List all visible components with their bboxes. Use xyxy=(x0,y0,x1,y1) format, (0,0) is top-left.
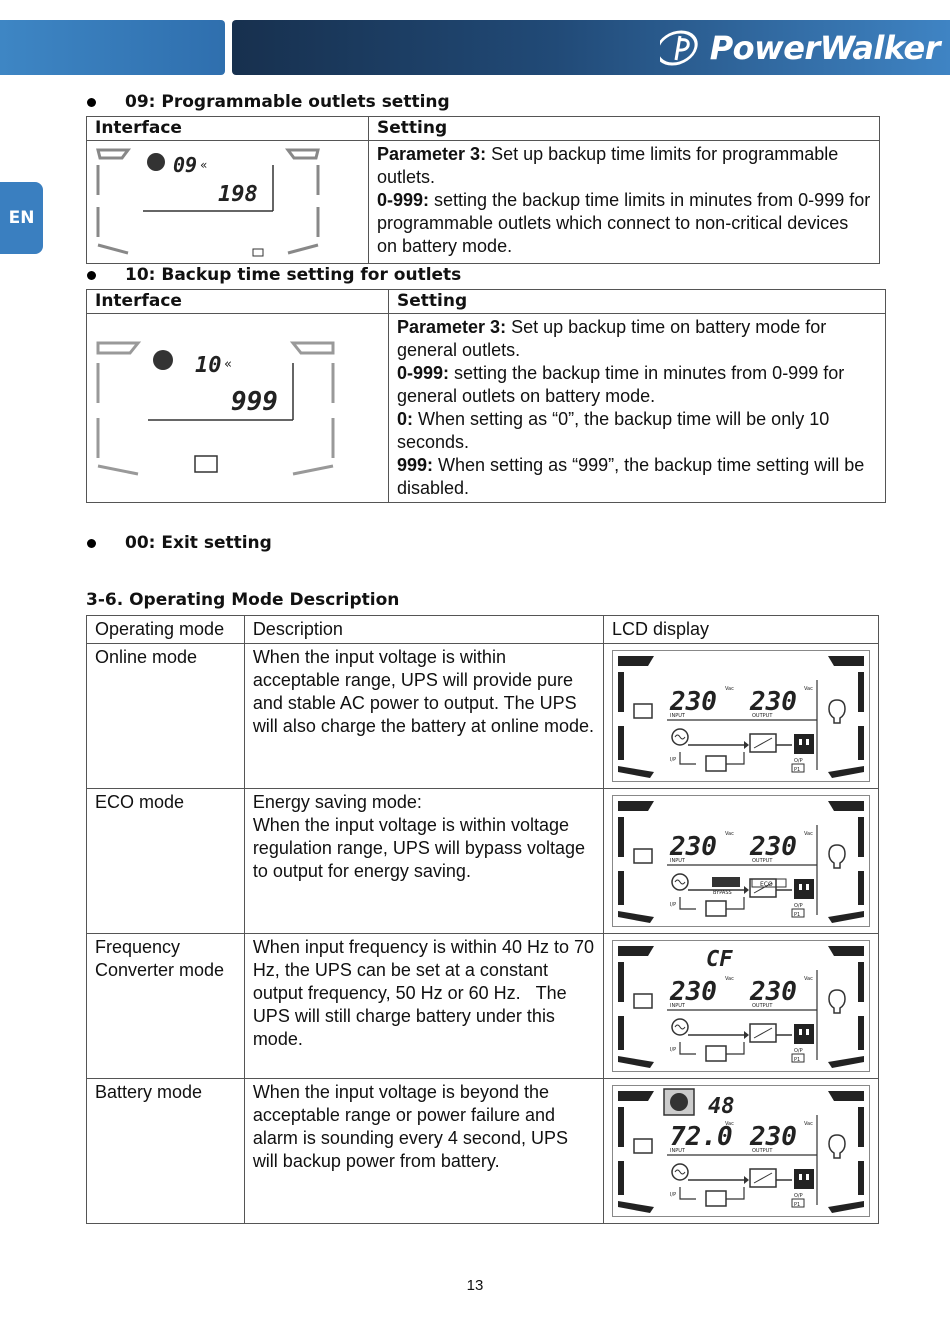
svg-text:«: « xyxy=(224,357,232,372)
lcd-input-value: 230 xyxy=(670,832,717,862)
mode-description xyxy=(244,789,603,934)
lcd-panel-battery xyxy=(612,1085,870,1217)
bullet-icon xyxy=(87,271,96,280)
lcd-panel-online xyxy=(612,650,870,782)
powerwalker-logo-icon xyxy=(660,28,704,68)
heading-09-text: 09: Programmable outlets setting xyxy=(125,92,450,112)
mode-name: Battery mode xyxy=(87,1079,245,1224)
lcd-bypass-label: BYPASS xyxy=(713,890,732,896)
range-label: 0-999: xyxy=(397,363,450,383)
header-bar-left xyxy=(0,20,225,75)
mode-name: ECO mode xyxy=(87,789,245,934)
heading-00 xyxy=(86,533,272,553)
lcd-input-value: 230 xyxy=(670,687,717,717)
col-operating-mode: Operating mode xyxy=(87,616,245,644)
lcd-eco xyxy=(604,789,879,934)
brand-name: PowerWalker xyxy=(709,29,940,67)
table-10 xyxy=(86,289,886,503)
lcd-top-value: 48 xyxy=(708,1094,735,1119)
table-row xyxy=(87,789,879,934)
param-label: Parameter 3: xyxy=(397,317,507,337)
range-label: 0-999: xyxy=(377,190,430,210)
col-description: Description xyxy=(244,616,603,644)
heading-10-text: 10: Backup time setting for outlets xyxy=(125,265,462,285)
lcd-output-value: 230 xyxy=(750,977,797,1007)
clock-icon xyxy=(670,1093,688,1111)
lcd-input-value: 72.0 xyxy=(670,1122,733,1152)
col-lcd-display: LCD display xyxy=(604,616,879,644)
zero-label: 0: xyxy=(397,409,414,429)
lcd-code: 10 xyxy=(195,353,222,378)
language-tab: EN xyxy=(0,182,43,254)
section-3-6-title: 3-6. Operating Mode Description xyxy=(86,590,400,610)
heading-00-text: 00: Exit setting xyxy=(125,533,272,553)
table-09 xyxy=(86,116,880,264)
lcd-output-value: 230 xyxy=(750,1122,797,1152)
brand-logo xyxy=(660,24,940,72)
col-setting: Setting xyxy=(389,290,886,314)
table-row xyxy=(87,644,879,789)
lcd-value: 999 xyxy=(231,387,278,417)
heading-10 xyxy=(86,265,461,285)
mode-name: Frequency Converter mode xyxy=(87,934,245,1079)
lcd-interface-09 xyxy=(87,141,369,264)
lcd-output-value: 230 xyxy=(750,687,797,717)
param-text: Set up backup time limits for programmable outlets. xyxy=(377,144,839,187)
heading-09 xyxy=(86,92,450,112)
lcd-online xyxy=(604,644,879,789)
lcd-panel-10 xyxy=(93,338,338,478)
mode-name: Online mode xyxy=(87,644,245,789)
setting-10 xyxy=(389,314,886,503)
col-interface: Interface xyxy=(87,290,389,314)
svg-text:«: « xyxy=(200,158,208,172)
lcd-panel-09 xyxy=(93,145,323,259)
lcd-code: 09 xyxy=(173,153,198,177)
bullet-icon xyxy=(87,539,96,548)
table-row xyxy=(87,1079,879,1224)
mode-description: When the input voltage is within acceptable range, UPS will provide pure and stable AC power to output. The UPS will also charge the battery at online mode. xyxy=(244,644,603,789)
lcd-input-value: 230 xyxy=(670,977,717,1007)
nine-label: 999: xyxy=(397,455,434,475)
operating-mode-table xyxy=(86,615,879,1224)
lcd-interface-10 xyxy=(87,314,389,503)
mode-description: When input frequency is within 40 Hz to 70 Hz, the UPS can be set at a constant output frequency, 50 Hz or 60 Hz. The UPS will still charge battery under this mode. xyxy=(244,934,603,1079)
mode-description: When the input voltage is beyond the acceptable range or power failure and alarm is sounding every 4 second, UPS will backup power from battery. xyxy=(244,1079,603,1224)
bullet-icon xyxy=(87,98,96,107)
range-text: setting the backup time limits in minutes from 0-999 for programmable outlets which connect to non-critical devices on battery mode. xyxy=(377,190,871,256)
setting-09 xyxy=(369,141,880,264)
lcd-panel-cf xyxy=(612,940,870,1072)
lcd-cf xyxy=(604,934,879,1079)
zero-text: When setting as “0”, the backup time will be only 10 seconds. xyxy=(397,409,830,452)
lcd-value: 198 xyxy=(218,182,258,207)
table-row xyxy=(87,934,879,1079)
param-text: Set up backup time on battery mode for general outlets. xyxy=(397,317,827,360)
col-setting: Setting xyxy=(369,117,880,141)
clock-icon xyxy=(147,153,165,171)
col-interface: Interface xyxy=(87,117,369,141)
lcd-battery xyxy=(604,1079,879,1224)
lcd-output-value: 230 xyxy=(750,832,797,862)
lcd-eco-label: ECO xyxy=(760,881,773,888)
range-text: setting the backup time in minutes from 0-999 for general outlets on battery mode. xyxy=(397,363,845,406)
lcd-top-value: CF xyxy=(706,947,733,972)
nine-text: When setting as “999”, the backup time setting will be disabled. xyxy=(397,455,865,498)
mode-description-line1: Energy saving mode: xyxy=(252,792,422,812)
lcd-panel-eco xyxy=(612,795,870,927)
battery-icon xyxy=(195,456,217,472)
page-number: 13 xyxy=(466,1277,484,1294)
param-label: Parameter 3: xyxy=(377,144,487,164)
clock-icon xyxy=(153,350,173,370)
mode-description-body: When the input voltage is within voltage regulation range, UPS will bypass voltage to output for energy saving. xyxy=(252,815,585,881)
